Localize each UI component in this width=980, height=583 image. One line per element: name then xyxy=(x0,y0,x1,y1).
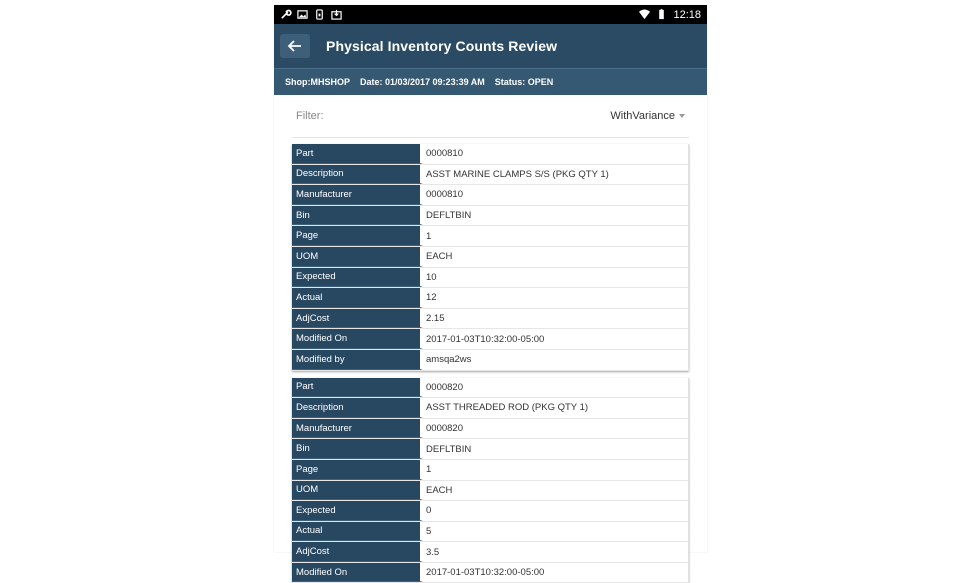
inventory-record-card[interactable] xyxy=(292,378,689,583)
record-row-modified-by xyxy=(292,350,689,371)
field-label: Modified by xyxy=(292,350,423,370)
record-row-part xyxy=(292,144,689,165)
status-info: Status: OPEN xyxy=(494,77,554,87)
field-label: Description xyxy=(292,165,423,185)
record-row-manufacturer xyxy=(292,419,689,440)
field-value: 5 xyxy=(423,522,689,542)
field-label: AdjCost xyxy=(292,309,423,329)
field-label: Expected xyxy=(292,501,423,521)
field-value: 0000810 xyxy=(423,144,689,164)
field-value: 0000820 xyxy=(423,419,689,439)
record-row-adjcost xyxy=(292,542,689,563)
dropdown-caret-icon xyxy=(679,114,685,118)
shop-info: Shop:MHSHOP xyxy=(285,77,350,87)
field-label: Actual xyxy=(292,522,423,542)
record-row-description xyxy=(292,165,689,186)
record-row-part xyxy=(292,378,689,399)
field-value: 12 xyxy=(423,288,689,308)
back-button[interactable] xyxy=(280,34,310,58)
field-label: AdjCost xyxy=(292,542,423,562)
field-value: 3.5 xyxy=(423,542,689,562)
field-label: UOM xyxy=(292,247,423,267)
field-label: UOM xyxy=(292,481,423,501)
field-value: DEFLTBIN xyxy=(423,439,689,459)
field-value: ASST MARINE CLAMPS S/S (PKG QTY 1) xyxy=(423,165,689,185)
clock: 12:18 xyxy=(673,8,701,21)
field-value: EACH xyxy=(423,247,689,267)
wrench-icon xyxy=(280,9,291,20)
filter-row xyxy=(292,95,689,138)
record-row-description xyxy=(292,398,689,419)
record-row-bin xyxy=(292,439,689,460)
field-label: Bin xyxy=(292,206,423,226)
status-bar xyxy=(274,5,707,24)
system-icons xyxy=(639,9,701,21)
record-row-manufacturer xyxy=(292,185,689,206)
filter-selected-value: WithVariance xyxy=(610,110,675,122)
record-row-page xyxy=(292,226,689,247)
record-row-uom xyxy=(292,247,689,268)
record-row-actual xyxy=(292,288,689,309)
battery-icon xyxy=(656,9,667,20)
filter-dropdown[interactable] xyxy=(610,110,685,122)
field-value: 0 xyxy=(423,501,689,521)
field-value: 2017-01-03T10:32:00-05:00 xyxy=(423,563,689,583)
field-value: 0000810 xyxy=(423,185,689,205)
page-title: Physical Inventory Counts Review xyxy=(326,38,558,54)
session-info-bar xyxy=(274,68,707,95)
field-value: 10 xyxy=(423,268,689,288)
image-icon xyxy=(297,9,308,20)
field-value: EACH xyxy=(423,481,689,501)
field-label: Page xyxy=(292,226,423,246)
record-row-bin xyxy=(292,206,689,227)
field-label: Actual xyxy=(292,288,423,308)
field-value: 1 xyxy=(423,460,689,480)
field-value: amsqa2ws xyxy=(423,350,689,370)
filter-label: Filter: xyxy=(296,110,324,122)
record-row-page xyxy=(292,460,689,481)
field-label: Part xyxy=(292,144,423,164)
date-info: Date: 01/03/2017 09:23:39 AM xyxy=(360,77,485,87)
field-label: Page xyxy=(292,460,423,480)
field-value: 2.15 xyxy=(423,309,689,329)
field-label: Expected xyxy=(292,268,423,288)
field-label: Description xyxy=(292,398,423,418)
field-label: Modified On xyxy=(292,329,423,349)
field-label: Manufacturer xyxy=(292,419,423,439)
app-bar xyxy=(274,24,707,68)
inventory-record-card[interactable] xyxy=(292,144,689,371)
records-content xyxy=(274,95,707,583)
field-value: DEFLTBIN xyxy=(423,206,689,226)
field-label: Manufacturer xyxy=(292,185,423,205)
record-row-expected xyxy=(292,268,689,289)
wifi-icon xyxy=(639,9,650,20)
sim-card-icon xyxy=(314,9,325,20)
field-label: Bin xyxy=(292,439,423,459)
field-value: ASST THREADED ROD (PKG QTY 1) xyxy=(423,398,689,418)
field-value: 0000820 xyxy=(423,378,689,398)
record-row-modified-on xyxy=(292,329,689,350)
record-row-uom xyxy=(292,481,689,502)
record-row-adjcost xyxy=(292,309,689,330)
notification-icons xyxy=(280,9,342,20)
download-icon xyxy=(331,9,342,20)
field-value: 2017-01-03T10:32:00-05:00 xyxy=(423,329,689,349)
device-screen xyxy=(274,5,707,579)
record-row-actual xyxy=(292,522,689,543)
field-label: Part xyxy=(292,378,423,398)
record-row-expected xyxy=(292,501,689,522)
record-row-modified-on xyxy=(292,563,689,583)
field-value: 1 xyxy=(423,226,689,246)
arrow-left-icon xyxy=(288,40,302,52)
field-label: Modified On xyxy=(292,563,423,583)
